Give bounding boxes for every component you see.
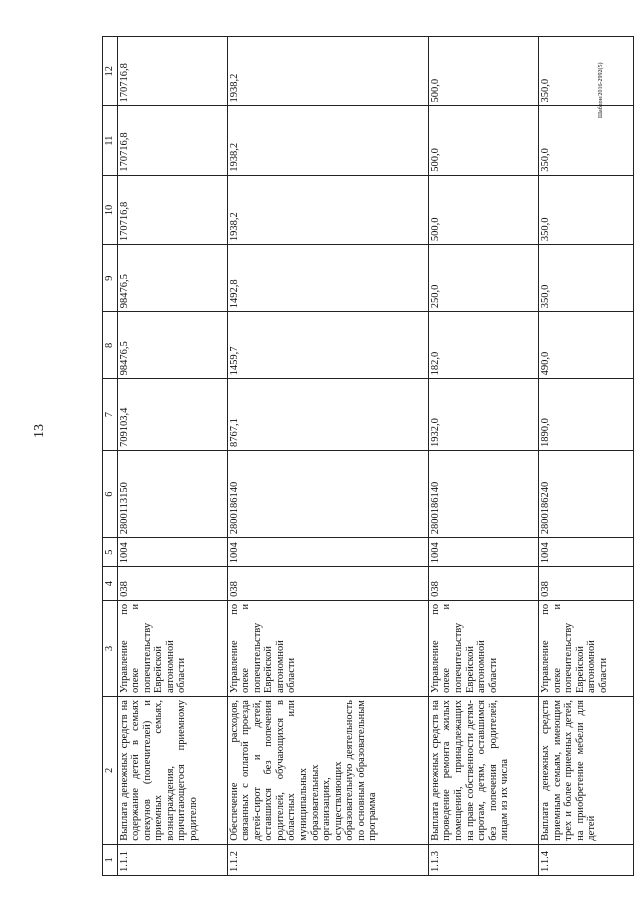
row-col-9: 1492,8 bbox=[227, 245, 428, 312]
row-col-9: 350,0 bbox=[539, 245, 634, 312]
header-cell: 10 bbox=[103, 175, 118, 244]
header-cell: 1 bbox=[103, 844, 118, 875]
row-col-8: 182,0 bbox=[428, 312, 538, 379]
row-col-4: 038 bbox=[539, 567, 634, 601]
budget-table-container bbox=[102, 36, 634, 876]
row-col-8: 98476,5 bbox=[117, 312, 227, 379]
row-number: 1.1.1 bbox=[117, 844, 227, 875]
header-cell: 3 bbox=[103, 600, 118, 696]
header-cell: 7 bbox=[103, 379, 118, 451]
row-col-11: 350,0 bbox=[539, 106, 634, 175]
row-col-11: 1938,2 bbox=[227, 106, 428, 175]
row-col-5: 1004 bbox=[227, 538, 428, 567]
row-organization: Управление по опеке и попечительству Еврейской автономной области bbox=[227, 600, 428, 696]
row-description: Обеспечение расходов, связанных с оплатой проезда детей-сирот и детей, оставшихся без попечения родителей, обучающихся в областных или муниципальных образовательных организациях, осуществляющих образовательную деятельность по основным образовательным программа bbox=[227, 697, 428, 845]
row-col-11: 500,0 bbox=[428, 106, 538, 175]
row-number: 1.1.3 bbox=[428, 844, 538, 875]
table-row bbox=[227, 37, 428, 876]
document-code: Шаблон/2016-2992(5) bbox=[598, 62, 604, 118]
row-col-6: 2800186240 bbox=[539, 450, 634, 537]
row-col-12: 170716,8 bbox=[117, 37, 227, 106]
row-col-6: 2800186140 bbox=[428, 450, 538, 537]
row-organization: Управление по опеке и попечительству Еврейской автономной области bbox=[117, 600, 227, 696]
row-col-4: 038 bbox=[227, 567, 428, 601]
row-col-10: 170716,8 bbox=[117, 175, 227, 244]
row-col-4: 038 bbox=[117, 567, 227, 601]
page-number: 13 bbox=[32, 424, 47, 438]
table-row bbox=[117, 37, 227, 876]
row-organization: Управление по опеке и попечительству Еврейской автономной области bbox=[539, 600, 634, 696]
row-col-9: 98476,5 bbox=[117, 245, 227, 312]
budget-table bbox=[102, 36, 634, 876]
row-col-10: 500,0 bbox=[428, 175, 538, 244]
row-organization: Управление по опеке и попечительству Еврейской автономной области bbox=[428, 600, 538, 696]
header-cell: 11 bbox=[103, 106, 118, 175]
row-col-6: 2800186140 bbox=[227, 450, 428, 537]
row-col-11: 170716,8 bbox=[117, 106, 227, 175]
row-col-4: 038 bbox=[428, 567, 538, 601]
header-cell: 9 bbox=[103, 245, 118, 312]
row-col-9: 250,0 bbox=[428, 245, 538, 312]
row-col-8: 1459,7 bbox=[227, 312, 428, 379]
row-col-10: 350,0 bbox=[539, 175, 634, 244]
row-col-8: 490,0 bbox=[539, 312, 634, 379]
row-col-7: 8767,1 bbox=[227, 379, 428, 451]
table-row bbox=[428, 37, 538, 876]
row-number: 1.1.2 bbox=[227, 844, 428, 875]
header-cell: 12 bbox=[103, 37, 118, 106]
row-description: Выплата денежных средств на проведение ремонта жилых помещений, принадлежащих на праве собственности детям-сиротам, детям, оставшимся без попечения родителей, лицам из их числа bbox=[428, 697, 538, 845]
row-col-12: 350,0 bbox=[539, 37, 634, 106]
row-description: Выплата денежных средств приемным семьям, имеющим трех и более приемных детей, на приобретение мебели для детей bbox=[539, 697, 634, 845]
row-col-7: 709103,4 bbox=[117, 379, 227, 451]
table-header-row bbox=[103, 37, 118, 876]
header-cell: 5 bbox=[103, 538, 118, 567]
row-col-7: 1890,0 bbox=[539, 379, 634, 451]
row-col-12: 1938,2 bbox=[227, 37, 428, 106]
row-col-10: 1938,2 bbox=[227, 175, 428, 244]
row-col-12: 500,0 bbox=[428, 37, 538, 106]
row-col-5: 1004 bbox=[117, 538, 227, 567]
table-row bbox=[539, 37, 634, 876]
header-cell: 2 bbox=[103, 697, 118, 845]
row-col-7: 1932,0 bbox=[428, 379, 538, 451]
header-cell: 4 bbox=[103, 567, 118, 601]
row-col-6: 2800113150 bbox=[117, 450, 227, 537]
header-cell: 6 bbox=[103, 450, 118, 537]
row-col-5: 1004 bbox=[539, 538, 634, 567]
row-number: 1.1.4 bbox=[539, 844, 634, 875]
header-cell: 8 bbox=[103, 312, 118, 379]
row-col-5: 1004 bbox=[428, 538, 538, 567]
row-description: Выплата денежных средств на содержание детей в семьях опекунов (попечителей) и приемных семьях, вознаграждения, причитающегося приемному родителю bbox=[117, 697, 227, 845]
